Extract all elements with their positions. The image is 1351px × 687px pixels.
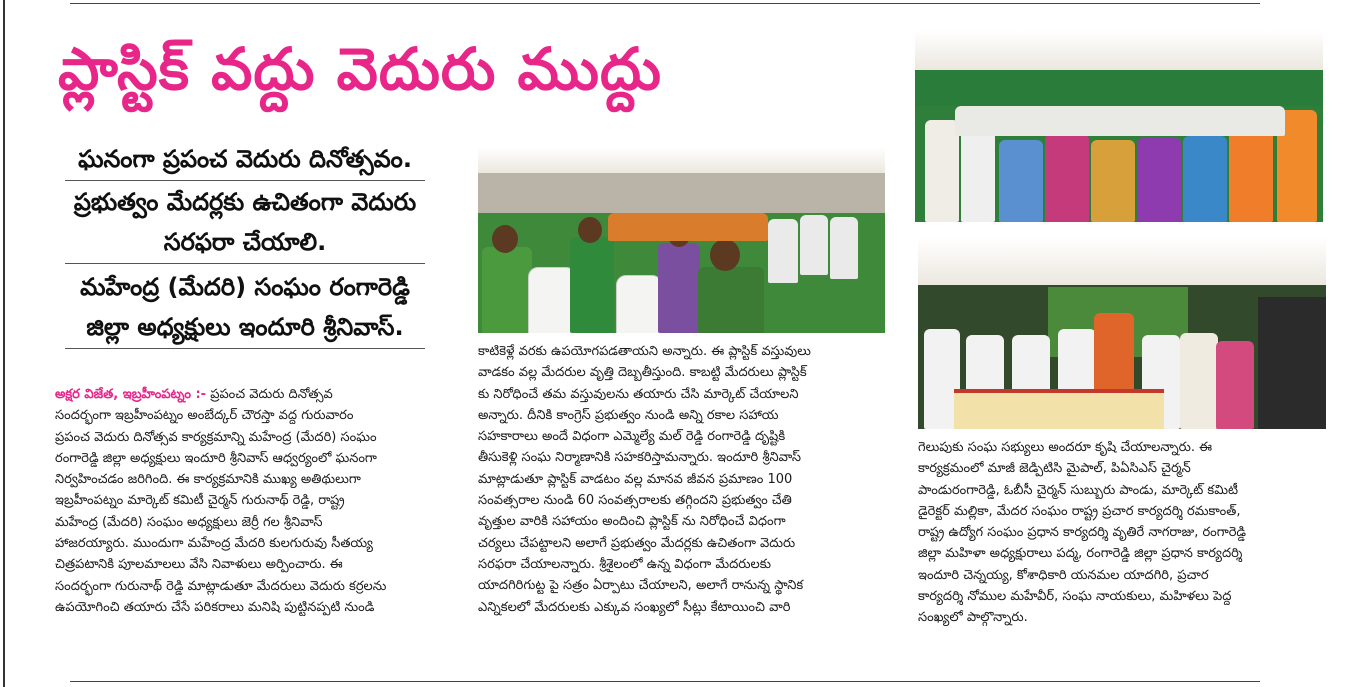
body-line: సరఫరా చేయాలన్నారు. శ్రీశైలంలో ఉన్న విధంగా మేదరులకు xyxy=(478,556,771,572)
body-line: యాదగిరిగుట్ట పై సత్రం ఏర్పాటు చేయాలని, అలాగే రానున్న స్థానిక xyxy=(478,578,804,594)
body-line: రాష్ట్ర ఉద్యోగ సంఘం ప్రధాన కార్యదర్శి వృతిరే నాగరాజు, రంగారెడ్డి xyxy=(918,525,1247,541)
body-line: సందర్భంగా గురునాథ్ రెడ్డి మాట్లాడుతూ మేదరులు వెదురు కర్రలను xyxy=(55,578,387,594)
top-rule xyxy=(70,3,1260,4)
body-line: ఇబ్రహీంపట్నం మార్కెట్ కమిటీ చైర్మన్ గురునాథ్ రెడ్డి, రాష్ట్ర xyxy=(55,493,345,509)
body-line: పాండురంగారెడ్డి, ఓబీసీ చైర్మన్ సుబ్బురు పాండు, మార్కెట్ కమిటీ xyxy=(918,482,1238,498)
body-line: వాడకం వల్ల మేదరుల వృత్తి దెబ్బతీస్తుంది. కాబట్టి మేదరులు ప్లాస్టిక్ xyxy=(478,365,807,381)
body-line: కార్యదర్శి నోముల మహేవీర్, సంఘ నాయకులు, మహిళలు పెద్ద xyxy=(918,589,1232,605)
body-line: తీసుకెళ్లి సంఘ నిర్మాణానికి సహకరిస్తామన్నారు. ఇందూరి శ్రీనివాస్ xyxy=(478,450,801,466)
body-line: కు నిరోధించే తమ వస్తువులను తయారు చేసి మార్కెట్ చేయాలని xyxy=(478,386,799,402)
body-line: డైరెక్టర్ మల్లికా, మేదర సంఘం రాష్ట్ర ప్రచార కార్యదర్శి రమకాంత్, xyxy=(918,503,1241,519)
body-line: సందర్భంగా ఇబ్రహీంపట్నం అంబేద్కర్ చౌరస్తా వద్ద గురువారం xyxy=(55,408,354,424)
body-line: చర్యలు చేపట్టాలని అలాగే ప్రభుత్వం మేదర్లకు ఉచితంగా వెదురు xyxy=(478,535,796,551)
subhead-5: జిల్లా అధ్యక్షులు ఇందూరి శ్రీనివాస్. xyxy=(86,313,404,341)
subhead-block xyxy=(55,142,435,353)
event-photo-audience xyxy=(478,147,885,333)
article-column-2 xyxy=(478,341,884,618)
byline: అక్షర విజేత, ఇబ్రహీంపట్నం :- xyxy=(55,387,207,402)
body-line: జిల్లా మహిళా అధ్యక్షురాలు పద్మ, రంగారెడ్డి జిల్లా ప్రధాన కార్యదర్శి xyxy=(918,546,1243,562)
body-line: ఎన్నికలలో మేదరులకు ఎక్కువ సంఖ్యలో సీట్లు కేటాయించి వారి xyxy=(478,599,791,615)
subhead-divider xyxy=(65,348,425,349)
subhead-2: ప్రభుత్వం మేదర్లకు ఉచితంగా వెదురు xyxy=(73,188,417,216)
body-line: సహకారాలు అందే విధంగా ఎమ్మెల్యే మల్ రెడ్డి రంగారెడ్డి దృష్టికి xyxy=(478,429,786,445)
subhead-1: ఘనంగా ప్రపంచ వెదురు దినోత్సవం. xyxy=(78,145,412,173)
body-line: ఇందూరి చెన్నయ్య, కోశాధికారి యనమల యాదగిరి, ప్రచార xyxy=(918,567,1209,583)
subhead-3: సరఫరా చేయాలి. xyxy=(163,228,327,256)
body-line: రంగారెడ్డి జిల్లా అధ్యక్షులు ఇందూరి శ్రీనివాస్ ఆధ్వర్యంలో ఘనంగా xyxy=(55,450,377,466)
subhead-4: మహేంద్ర (మేదరి) సంఘం రంగారెడ్డి xyxy=(80,273,410,301)
event-photo-group xyxy=(915,30,1323,222)
bottom-rule xyxy=(70,681,1260,682)
article-column-3 xyxy=(918,437,1322,629)
body-line: చిత్రపటానికి పూలమాలలు వేసి నివాళులు అర్పించారు. ఈ xyxy=(55,557,343,573)
body-line: సంవత్సరాల నుండి 60 సంవత్సరాలకు తగ్గిందని ప్రభుత్వం చేతి xyxy=(478,493,792,509)
page-border xyxy=(3,0,5,687)
body-line: మహేంద్ర (మేదరి) సంఘం అధ్యక్షులు జెర్రీ గల శ్రీనివాస్ xyxy=(55,514,323,530)
body-line: ఉపయోగించి తయారు చేసే పరికరాలు మనిషి పుట్టినప్పటి నుండి xyxy=(55,599,375,615)
lead-text: ప్రపంచ వెదురు దినోత్సవ xyxy=(206,387,333,402)
article-column-1 xyxy=(55,384,443,618)
body-line: కాటికెళ్లే వరకు ఉపయోగపడతాయని అన్నారు. ఈ ప్లాస్టిక్ వస్తువులు xyxy=(478,344,811,359)
body-line: హాజరయ్యారు. ముందుగా మహేంద్ర మేదరి కులగురువు సీతయ్య xyxy=(55,536,373,552)
lead-line xyxy=(55,384,443,405)
body-line: నిర్వహించడం జరిగింది. ఈ కార్యక్రమానికి ముఖ్య అతిథులుగా xyxy=(55,472,361,488)
body-line: వృత్తుల వారికి సహాయం అందించి ప్లాస్టిక్ ను నిరోధించే విధంగా xyxy=(478,514,786,530)
body-line: గెలుపుకు సంఘ సభ్యులు అందరూ కృషి చేయాలన్నారు. ఈ xyxy=(918,440,1213,455)
body-line: ప్రపంచ వెదురు దినోత్సవ కార్యక్రమాన్ని మహేంద్ర (మేదరి) సంఘం xyxy=(55,429,377,445)
body-line: అన్నారు. దీనికి కాంగ్రెస్ ప్రభుత్వం నుండి అన్ని రకాల సహాయ xyxy=(478,407,779,423)
subhead-divider xyxy=(65,263,425,264)
headline: ప్లాస్టిక్ వద్దు వెదురు ముద్దు xyxy=(58,35,662,103)
subhead-divider xyxy=(65,180,425,181)
body-line: కార్యక్రమంలో మాజీ జెడ్పిటిసి మైపాల్, పిఏసిఎస్ చైర్మన్ xyxy=(918,461,1191,477)
body-line: మాట్లాడుతూ ప్లాస్టిక్ వాడటం వల్ల మానవ జీవన ప్రమాణం 100 xyxy=(478,471,793,487)
event-photo-stage xyxy=(918,237,1326,429)
body-line: సంఖ్యలో పాల్గొన్నారు. xyxy=(918,610,1028,626)
